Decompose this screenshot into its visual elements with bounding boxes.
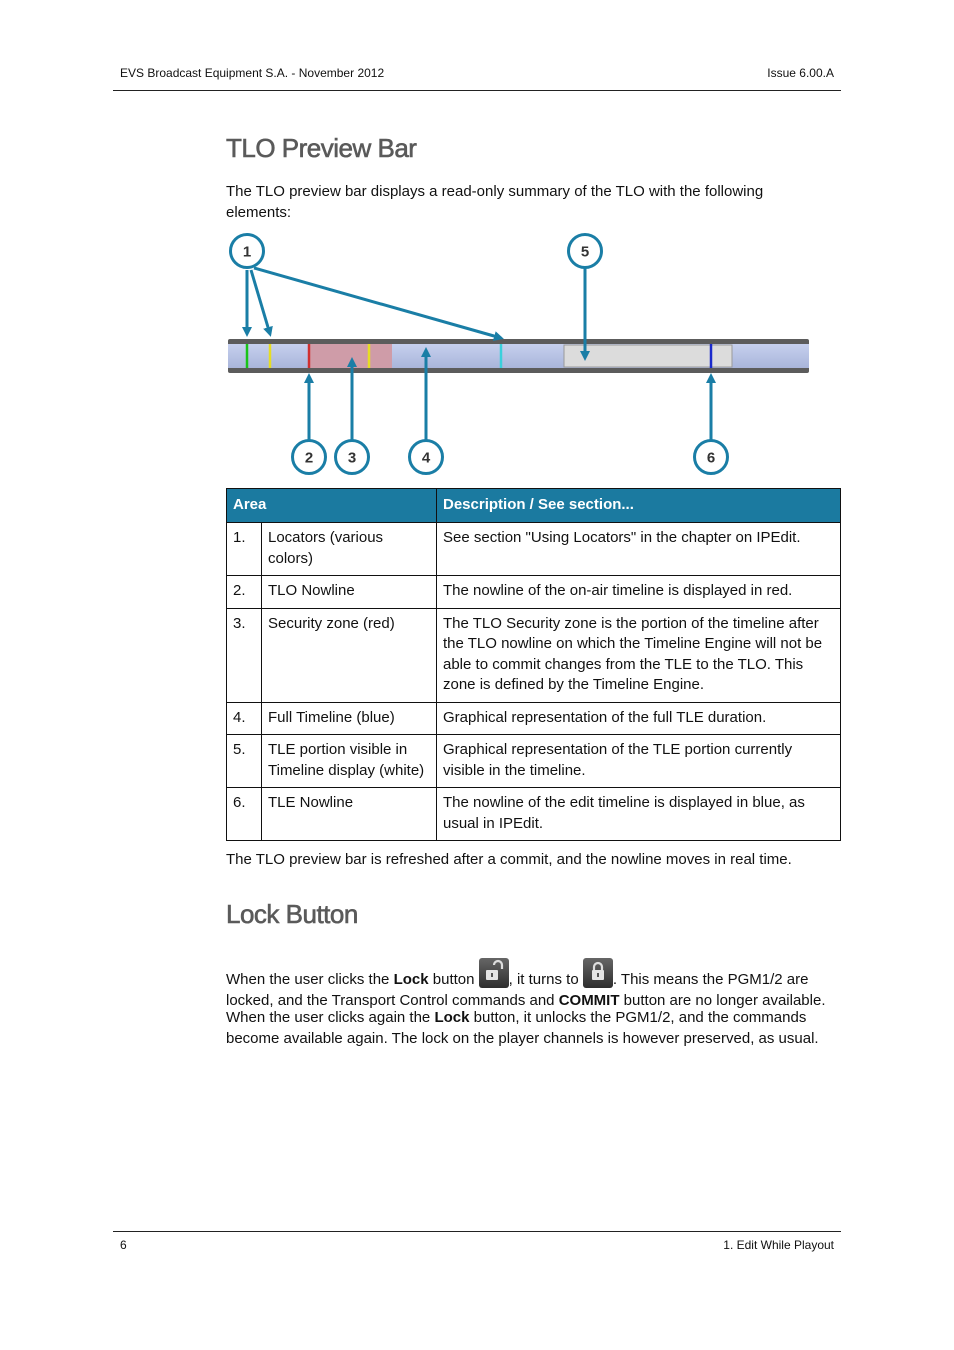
row-area: Security zone (red) [262,608,437,702]
header-divider [113,90,841,91]
svg-text:4: 4 [421,449,431,467]
row-area: TLO Nowline [262,576,437,609]
row-description: See section "Using Locators" in the chapter on IPEdit. [437,523,841,576]
callout-3 [336,441,369,474]
column-header-description: Description / See section... [437,489,841,523]
preview-bar [228,339,809,373]
table-row [227,788,841,841]
row-number: 3. [227,608,262,702]
svg-text:3: 3 [347,449,357,467]
callout-6 [695,441,728,474]
row-number: 2. [227,576,262,609]
svg-text:1: 1 [242,243,252,261]
svg-text:2: 2 [304,449,314,467]
header-issue: Issue 6.00.A [767,66,834,80]
column-header-area: Area [227,489,437,523]
table-row [227,735,841,788]
table-row [227,608,841,702]
footer-page-number: 6 [120,1238,127,1252]
row-number: 6. [227,788,262,841]
section-title-tlo-preview-bar: TLO Preview Bar [226,133,417,163]
intro-paragraph: The TLO preview bar displays a read-only summary of the TLO with the following elements: [226,183,764,221]
callout-2 [293,441,326,474]
table-row [227,523,841,576]
row-description: The nowline of the edit timeline is displayed in blue, as usual in IPEdit. [437,788,841,841]
footer-chapter: 1. Edit While Playout [723,1238,834,1252]
table-row [227,702,841,735]
locked-lock-icon [583,958,613,988]
area-description-table [226,488,841,841]
section-title-lock-button: Lock Button [226,899,358,929]
table-header-row [227,489,841,523]
row-area: TLE Nowline [262,788,437,841]
svg-text:6: 6 [706,449,716,467]
row-area: Full Timeline (blue) [262,702,437,735]
row-number: 5. [227,735,262,788]
row-number: 1. [227,523,262,576]
unlocked-lock-icon [479,958,509,988]
callout-4 [410,441,443,474]
row-description: Graphical representation of the TLE portion currently visible in the timeline. [437,735,841,788]
callout-1 [231,235,264,268]
lock-paragraph-1: When the user clicks the Lock button , it turns to . This means the PGM1/2 are locked, and the Transport Control commands and COMMIT button are no longer available. [226,958,846,1011]
after-table-paragraph: The TLO preview bar is refreshed after a commit, and the nowline moves in real time. [226,851,792,868]
visible-portion [564,345,732,367]
row-description: The nowline of the on-air timeline is displayed in red. [437,576,841,609]
svg-text:5: 5 [580,243,590,261]
tlo-preview-bar-diagram [226,228,816,480]
security-zone [308,344,392,368]
table-row [227,576,841,609]
lock-paragraph-2: When the user clicks again the Lock button, it unlocks the PGM1/2, and the commands become available again. The lock on the player channels is however preserved, as usual. [226,1009,819,1047]
row-area: TLE portion visible in Timeline display (white) [262,735,437,788]
callout-5 [569,235,602,268]
row-description: The TLO Security zone is the portion of the timeline after the TLO nowline on which the Timeline Engine will not be able to commit changes from the TLE to the TLO. This zone is defined by the Timeline Engine. [437,608,841,702]
header-company: EVS Broadcast Equipment S.A. - November 2012 [120,66,385,80]
row-number: 4. [227,702,262,735]
row-description: Graphical representation of the full TLE duration. [437,702,841,735]
row-area: Locators (various colors) [262,523,437,576]
footer-divider [113,1231,841,1232]
